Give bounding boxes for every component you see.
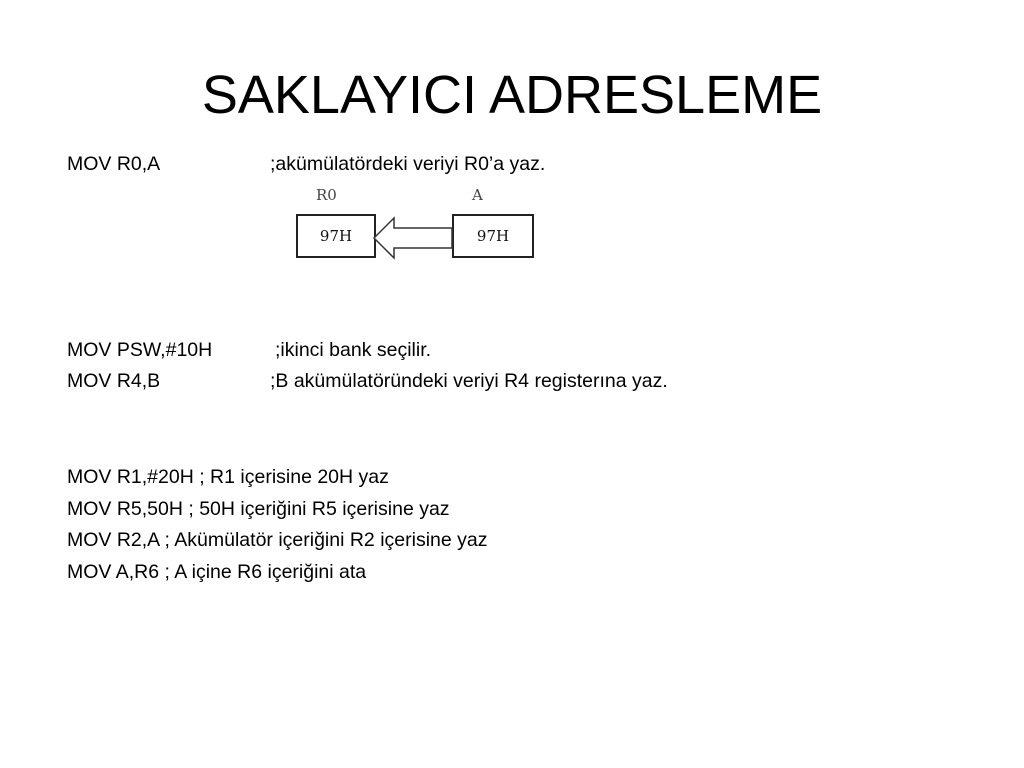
instruction-comment: ;B akümülatöründeki veriyi R4 registerına yaz. [270, 370, 668, 392]
source-register-value: 97H [476, 227, 510, 245]
slide-title: SAKLAYICI ADRESLEME [201, 65, 823, 125]
instruction-code: MOV R4,B [67, 370, 161, 392]
source-register-box [452, 214, 534, 258]
instruction-code: MOV PSW,#10H [67, 339, 213, 361]
register-transfer-diagram [290, 184, 540, 264]
instruction-line: MOV A,R6 ; A içine R6 içeriğini ata [67, 560, 367, 583]
instruction-line: MOV R5,50H ; 50H içeriğini R5 içerisine yaz [67, 497, 450, 520]
instruction-list [67, 462, 488, 588]
left-arrow-icon [372, 214, 454, 262]
instruction-line: MOV R2,A ; Akümülatör içeriğini R2 içerisine yaz [67, 529, 488, 551]
dest-register-box [296, 214, 376, 258]
instruction-comment: ;akümülatördeki veriyi R0’a yaz. [270, 153, 546, 175]
dest-register-value: 97H [319, 227, 353, 245]
source-register-label: A [472, 186, 483, 204]
dest-register-label: R0 [316, 186, 337, 204]
instruction-line: MOV R1,#20H ; R1 içerisine 20H yaz [67, 466, 389, 488]
instruction-comment: ;ikinci bank seçilir. [275, 339, 432, 361]
instruction-code: MOV R0,A [67, 153, 161, 175]
